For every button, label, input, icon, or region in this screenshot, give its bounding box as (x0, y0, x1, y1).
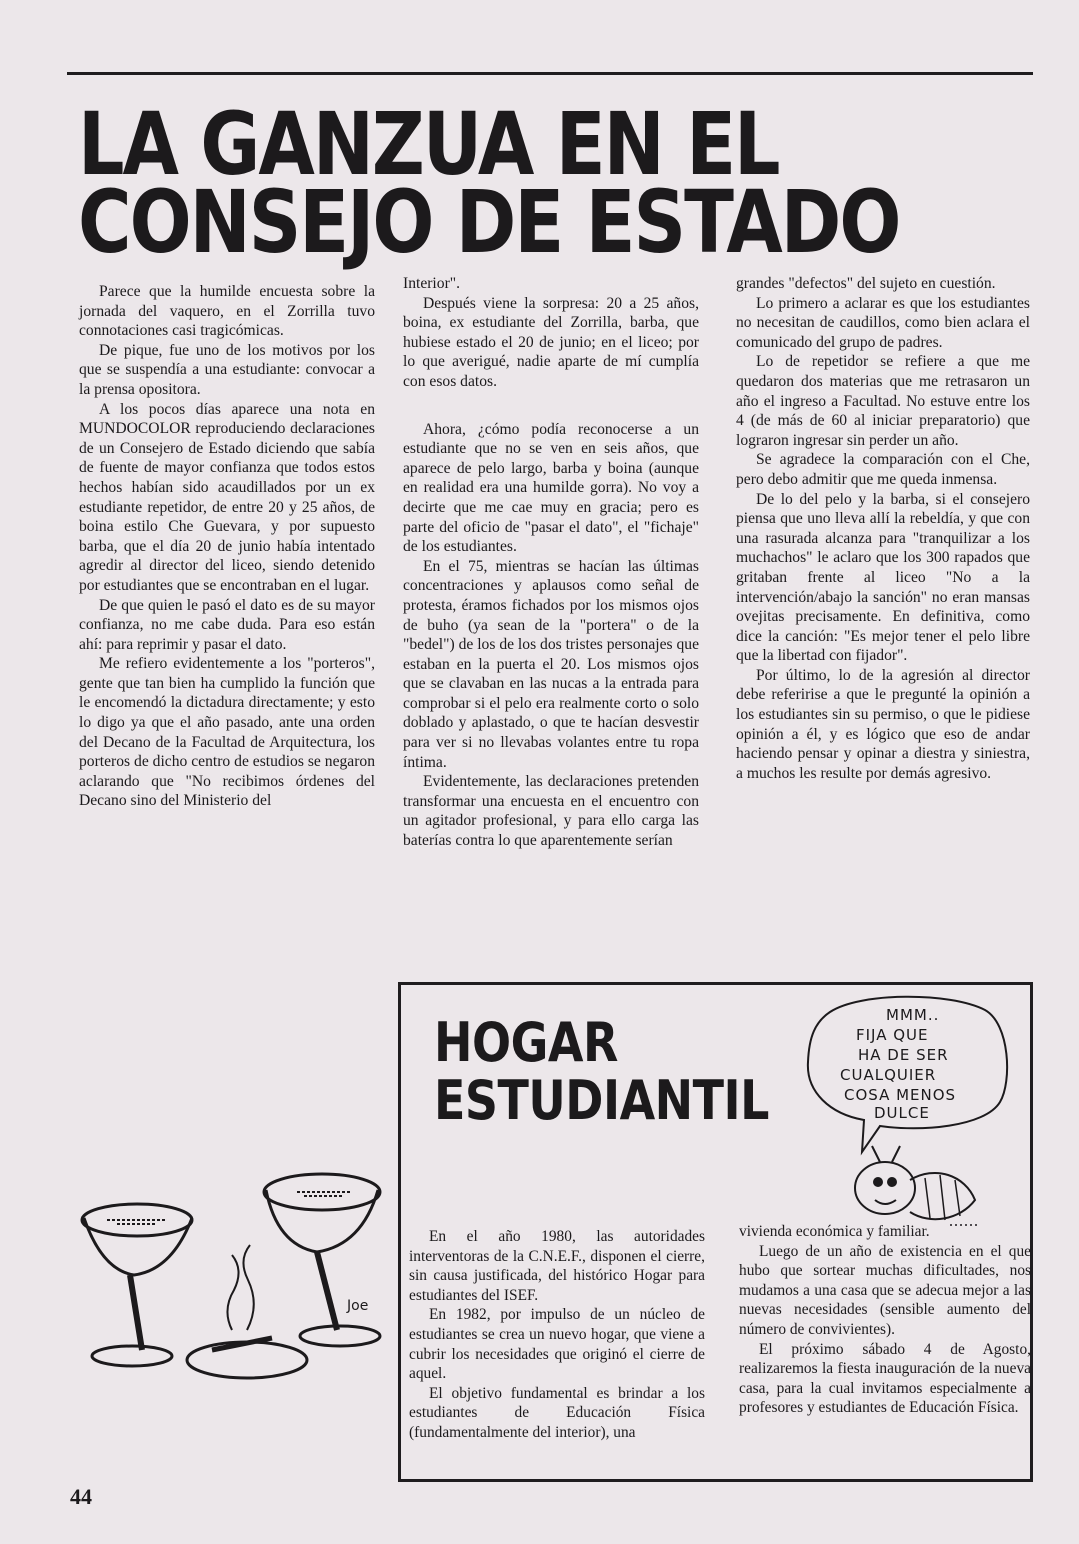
paragraph: Después viene la sorpresa: 20 a 25 años, boina, ex estudiante del Zorrilla, barba, que hubiese estado el 20 de junio; en el liceo; por lo que averigué, nadie aparte de mí cumplía con esos datos. (403, 294, 699, 390)
paragraph: grandes "defectos" del sujeto en cuestión. (736, 275, 996, 292)
box-column-2 (739, 1222, 1031, 1418)
article-title-line-1: LA GANZUA EN EL (78, 94, 779, 196)
column-gap (403, 392, 699, 420)
article-column-3 (736, 274, 1030, 783)
article-column-1 (79, 282, 375, 811)
paragraph: Lo de repetidor se refiere a que me quedaron dos materias que me retrasaron un año el ingreso a Facultad. No estuve entre los 4 (de más de 60 al iniciar preparatorio) que lograron ingresar sin perder un año. (736, 353, 1030, 449)
paragraph: Evidentemente, las declaraciones pretenden transformar una encuesta en el encuentro con un agitador profesional, y para ello carga las baterías contra lo que aparentemente serían (403, 773, 699, 850)
paragraph: De que quien le pasó el dato es de su mayor confianza, no me cabe duda. Para eso están ahí: para reprimir y pasar el dato. (79, 596, 375, 653)
bubble-line: DULCE (874, 1104, 930, 1122)
speech-bubble (800, 992, 1012, 1156)
paragraph: Me refiero evidentemente a los "porteros", gente que tan bien ha cumplido la función que le encomendó la dictadura directamente; y esto lo digo ya que el año pasado, ante una orden del Decano de la Facultad de Arquitectura, los porteros de dicho centro de estudios se negaron aclarando que "No recibimos órdenes del Decano sino del Ministerio del (79, 655, 375, 810)
paragraph: Parece que la humilde encuesta sobre la jornada del vaquero, en el Zorrilla tuvo connotaciones casi tragicómicas. (79, 283, 375, 340)
paragraph: Se agradece la comparación con el Che, pero debo admitir que me queda inmensa. (736, 451, 1030, 488)
bubble-line: HA DE SER (858, 1046, 949, 1064)
paragraph: Por último, lo de la agresión al director debe referirise a que le pregunté la opinión a los estudiantes sin su permiso, o que le pidiese opinión a él, y es lógico que eso de andar haciendo pensar y opinar a diestra y siniestra, a muchos les resulte por demás agresivo. (736, 666, 1030, 782)
paragraph: De lo del pelo y la barba, si el consejero piensa que uno lleva allí la rebeldía, y que con una rasurada alcanza para "tranquilizar a los muchachos" le aclaro que los 300 rapados que gritaban frente al liceo "No a la intervención/abajo la sanción" no eran mansas ovejitas precisamente. En definitiva, como dice la canción: "Es mejor tener el pelo libre que la libertad con fijador". (736, 490, 1030, 665)
bubble-line: FIJA QUE (856, 1026, 929, 1044)
paragraph: El objetivo fundamental es brindar a los estudiantes de Educación Física (fundamentalmente del interior), una (409, 1384, 705, 1441)
glasses-ashtray-cartoon-icon (72, 1160, 392, 1390)
paragraph: De pique, fue uno de los motivos por los que se suspendía a una estudiante: convocar a la prensa opositora. (79, 341, 375, 398)
box-title-line-1: HOGAR (434, 1010, 618, 1074)
paragraph: Luego de un año de existencia en el que hubo que sortear muchas dificultades, nos mudamos a una casa que se adecua mejor a las nuevas necesidades (sensible aumento del número de convivientes). (739, 1242, 1031, 1338)
paragraph: Lo primero a aclarar es que los estudiantes no necesitan de caudillos, como bien aclara el comunicado del grupo de padres. (736, 294, 1030, 351)
paragraph: En el año 1980, las autoridades interventoras de la C.N.E.F., disponen el cierre, sin causa justificada, del histórico Hogar para estudiantes del ISEF. (409, 1228, 705, 1304)
bubble-line: MMM.. (886, 1006, 940, 1024)
bubble-line: CUALQUIER (840, 1066, 937, 1084)
paragraph: El próximo sábado 4 de Agosto, realizaremos la fiesta inauguración de la nueva casa, para la cual invitamos especialmente a profesores y estudiantes de Educación Física. (739, 1340, 1031, 1417)
paragraph: Ahora, ¿cómo podía reconocerse a un estudiante que no se ven en seis años, que aparece de pelo largo, barba y boina (aunque en realidad era una humilde gorra). No voy a decirte que me cae muy en gracia; pero es parte del oficio de "pasar el dato", el "fichaje" de los estudiantes. (403, 420, 699, 556)
paragraph: En el 75, mientras se hacían las últimas concentraciones y aplausos como señal de protesta, éramos fichados por los mismos ojos de buho (ya sean de la "portera" o de la "bedel") de los de los dos tristes personajes que estaban en la puerta el 20. Los mismos ojos que se clavaban en las nucas a la entrada para comprobar si el pelo era realmente corto o solo doblado y aplastado, o que te hacían desvestir para ver si no llevabas volantes entre tu ropa íntima. (403, 557, 699, 771)
box-column-1 (409, 1227, 705, 1443)
bubble-line: COSA MENOS (844, 1086, 957, 1104)
cartoon-signature: Joe (347, 1298, 369, 1314)
paragraph: A los pocos días aparece una nota en MUNDOCOLOR reproduciendo declaraciones de un Consejero de Estado diciendo que sabía de fuente de mayor confianza que todos estos hechos habían sido acaudillados por un ex estudiante repetidor, de entre 20 y 25 años, de boina estilo Che Guevara, y por supuesto barba, que el día 20 de junio había intentado agredir al director del liceo, siendo detenido por estudiantes que se encontraban en el lugar. (79, 400, 375, 594)
article-title-line-2: CONSEJO DE ESTADO (78, 172, 900, 274)
top-rule (67, 72, 1033, 75)
paragraph: En 1982, por impulso de un núcleo de estudiantes se crea un nuevo hogar, que viene a cubrir los necesidades que originó el cierre de aquel. (409, 1306, 705, 1383)
box-title-line-2: ESTUDIANTIL (434, 1068, 769, 1132)
article-column-2 (403, 274, 699, 851)
paragraph: Interior". (403, 275, 461, 292)
page-number: 44 (70, 1484, 92, 1509)
paragraph: vivienda económica y familiar. (739, 1223, 930, 1240)
